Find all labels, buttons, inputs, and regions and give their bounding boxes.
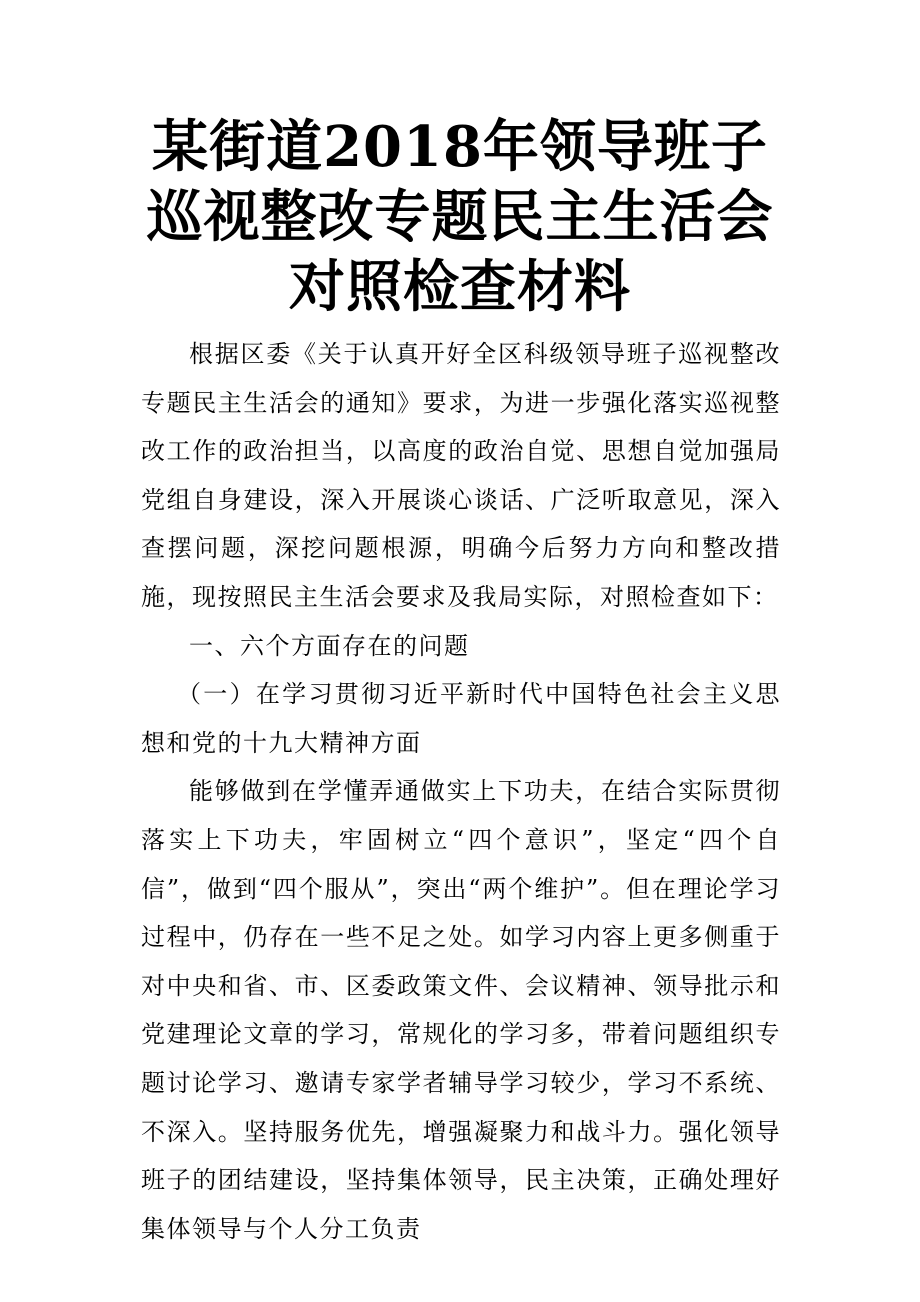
document-title: 某街道2018年领导班子巡视整改专题民主生活会对照检查材料 — [146, 114, 774, 320]
paragraph-intro: 根据区委《关于认真开好全区科级领导班子巡视整改专题民主生活会的通知》要求，为进一步强化落实巡视整改工作的政治担当，以高度的政治自觉、思想自觉加强局党组自身建设，深入开展谈心谈话、广泛听取意见，深入查摆问题，深挖问题根源，明确今后努力方向和整改措施，现按照民主生活会要求及我局实际，对照检查如下： — [141, 340, 781, 611]
paragraph-body: 能够做到在学懂弄通做实上下功夫，在结合实际贯彻落实上下功夫，牢固树立“四个意识”，坚定“四个自信”，做到“四个服从”，突出“两个维护”。但在理论学习过程中，仍存在一些不足之处。如学习内容上更多侧重于对中央和省、市、区委政策文件、会议精神、领导批示和党建理论文章的学习，常规化的学习多，带着问题组织专题讨论学习、邀请专家学者辅导学习较少，学习不系统、不深入。坚持服务优先，增强凝聚力和战斗力。强化领导班子的团结建设，坚持集体领导，民主决策，正确处理好集体领导与个人分工负责 — [141, 777, 781, 1243]
document-body — [141, 330, 781, 1253]
subsection-heading: （一）在学习贯彻习近平新时代中国特色社会主义思想和党的十九大精神方面 — [141, 680, 781, 757]
section-heading: 一、六个方面存在的问题 — [189, 631, 470, 660]
